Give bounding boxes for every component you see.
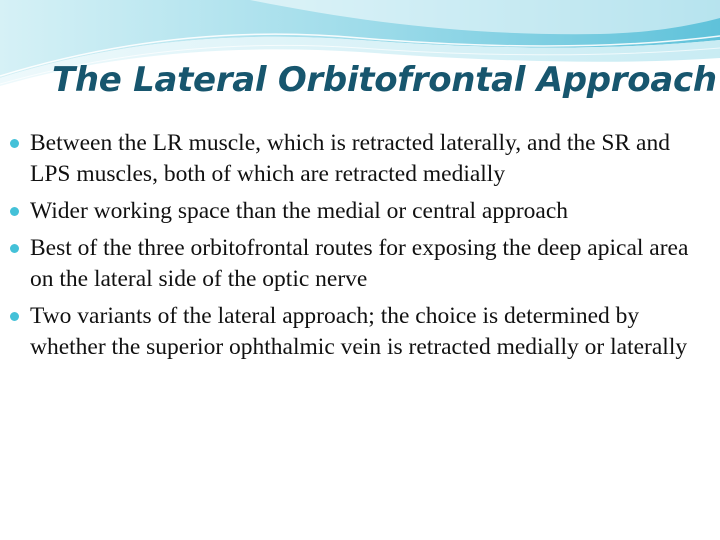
bullet-dot-icon [10, 244, 19, 253]
slide-title: The Lateral Orbitofrontal Approach [52, 60, 717, 100]
bullet-item [8, 301, 708, 363]
bullet-dot-icon [10, 139, 19, 148]
bullet-dot-icon [10, 312, 19, 321]
bullet-text: Two variants of the lateral approach; the choice is determined by whether the superior ophthalmic vein is retracted medially or laterally [30, 303, 688, 360]
bullet-list [8, 128, 708, 369]
bullet-item [8, 233, 708, 295]
bullet-text: Between the LR muscle, which is retracted laterally, and the SR and LPS muscles, both of which are retracted medially [30, 130, 670, 187]
bullet-text: Wider working space than the medial or central approach [30, 198, 569, 224]
bullet-item [8, 196, 708, 227]
bullet-item [8, 128, 708, 190]
bullet-text: Best of the three orbitofrontal routes for exposing the deep apical area on the lateral side of the optic nerve [30, 235, 689, 292]
bullet-dot-icon [10, 207, 19, 216]
